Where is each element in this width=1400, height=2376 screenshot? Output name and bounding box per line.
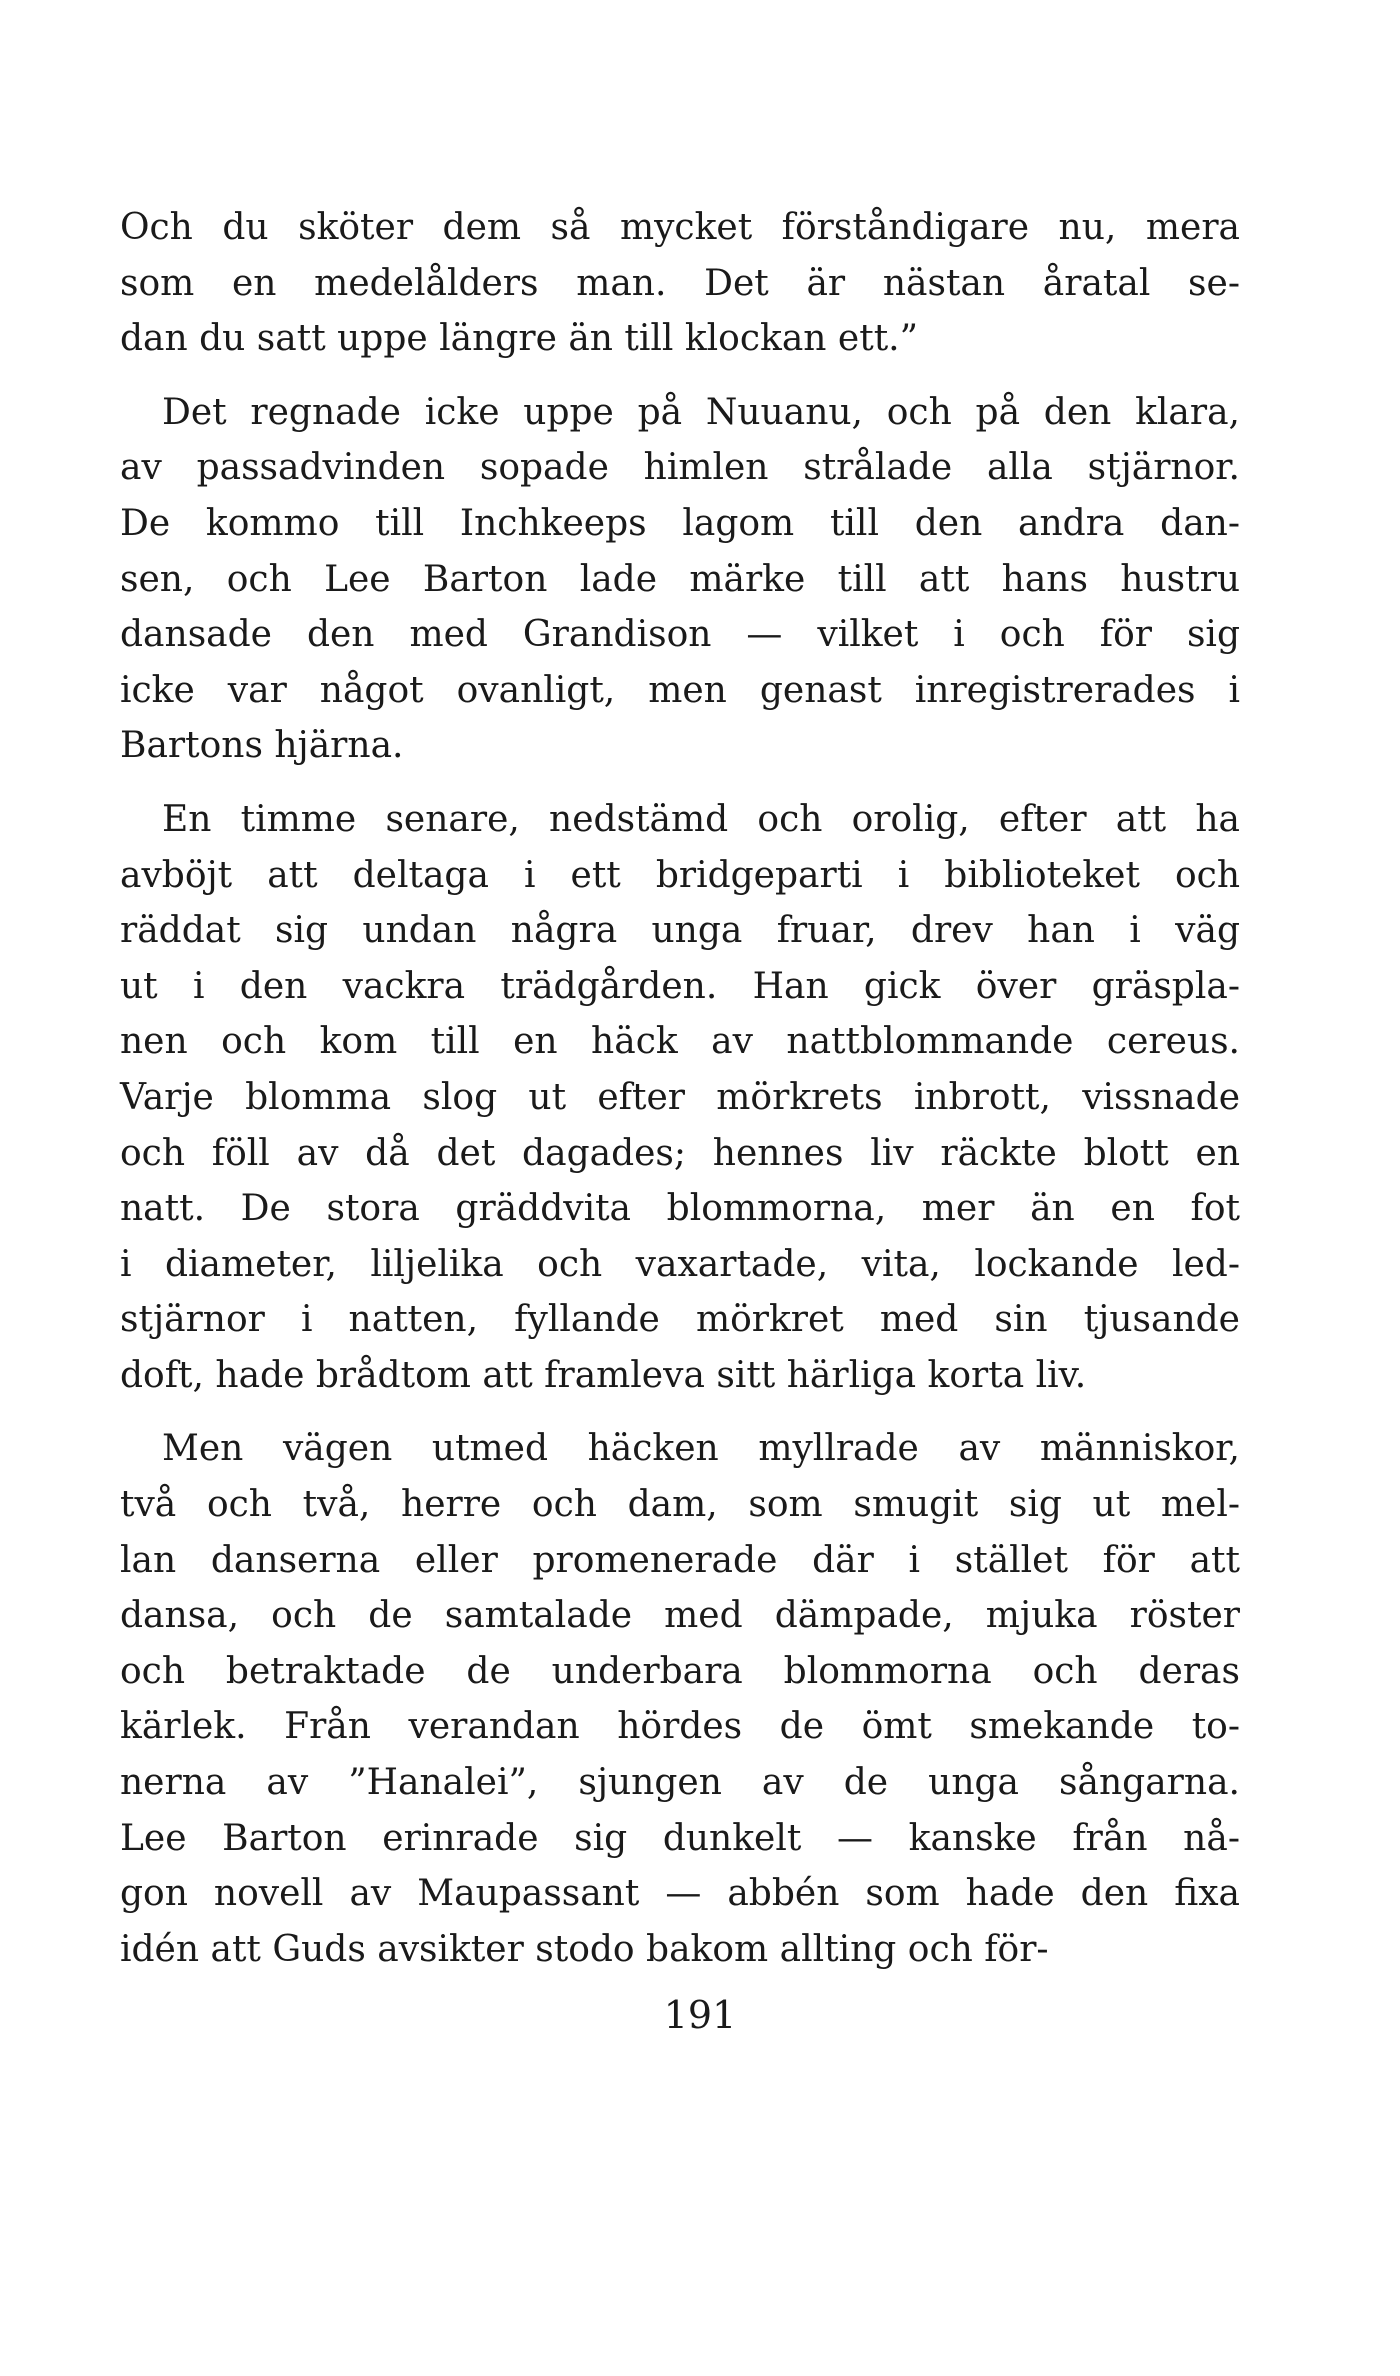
text-line: Lee Barton erinrade sig dunkelt — kanske från nå- [120,1817,1240,1859]
text-line: Det regnade icke uppe på Nuuanu, och på den klara, [162,391,1240,433]
text-line: som en medelålders man. Det är nästan åratal se- [120,262,1240,304]
text-line: natt. De stora gräddvita blommorna, mer än en fot [120,1188,1240,1230]
text-line: räddat sig undan några unga fruar, drev han i väg [120,910,1240,952]
text-line: avböjt att deltaga i ett bridgeparti i biblioteket och [120,854,1240,896]
text-line: Bartons hjärna. [120,725,404,767]
paragraph [120,792,1240,1404]
text-line: lan danserna eller promenerade där i stället för att [120,1539,1240,1581]
text-line: gon novell av Maupassant — abbén som hade den fixa [120,1873,1240,1915]
text-line: dan du satt uppe längre än till klockan ett.” [120,318,919,360]
page-body [120,200,1240,1995]
text-line: De kommo till Inchkeeps lagom till den andra dan- [120,502,1240,544]
paragraph [120,1421,1240,1977]
paragraph [120,385,1240,774]
text-line: Men vägen utmed häcken myllrade av människor, [162,1428,1240,1470]
text-line: sen, och Lee Barton lade märke till att hans hustru [120,558,1240,600]
text-line: En timme senare, nedstämd och orolig, efter att ha [162,798,1240,840]
text-line: dansa, och de samtalade med dämpade, mjuka röster [120,1595,1240,1637]
text-line: nen och kom till en häck av nattblommande cereus. [120,1021,1240,1063]
text-line: och betraktade de underbara blommorna och deras [120,1650,1240,1692]
text-line: av passadvinden sopade himlen strålade alla stjärnor. [120,447,1240,489]
text-line: nerna av ”Hanalei”, sjungen av de unga sångarna. [120,1762,1240,1804]
text-line: stjärnor i natten, fyllande mörkret med sin tjusande [120,1299,1240,1341]
text-line: Och du sköter dem så mycket förståndigare nu, mera [120,207,1240,248]
text-line: doft, hade brådtom att framleva sitt härliga korta liv. [120,1354,1087,1396]
text-line: Varje blomma slog ut efter mörkrets inbrott, vissnade [120,1076,1240,1118]
text-line: i diameter, liljelika och vaxartade, vita, lockande led- [120,1243,1240,1285]
text-line: idén att Guds avsikter stodo bakom allting och för- [120,1928,1049,1970]
text-line: två och två, herre och dam, som smugit sig ut mel- [120,1484,1240,1526]
paragraph [120,200,1240,367]
text-line: ut i den vackra trädgården. Han gick över gräspla- [120,965,1240,1007]
text-line: dansade den med Grandison — vilket i och för sig [120,614,1240,656]
text-line: icke var något ovanligt, men genast inregistrerades i [120,669,1240,711]
text-line: och föll av då det dagades; hennes liv räckte blott en [120,1132,1240,1174]
text-line: kärlek. Från verandan hördes de ömt smekande to- [120,1706,1240,1748]
page-number: 191 [663,1993,737,2037]
